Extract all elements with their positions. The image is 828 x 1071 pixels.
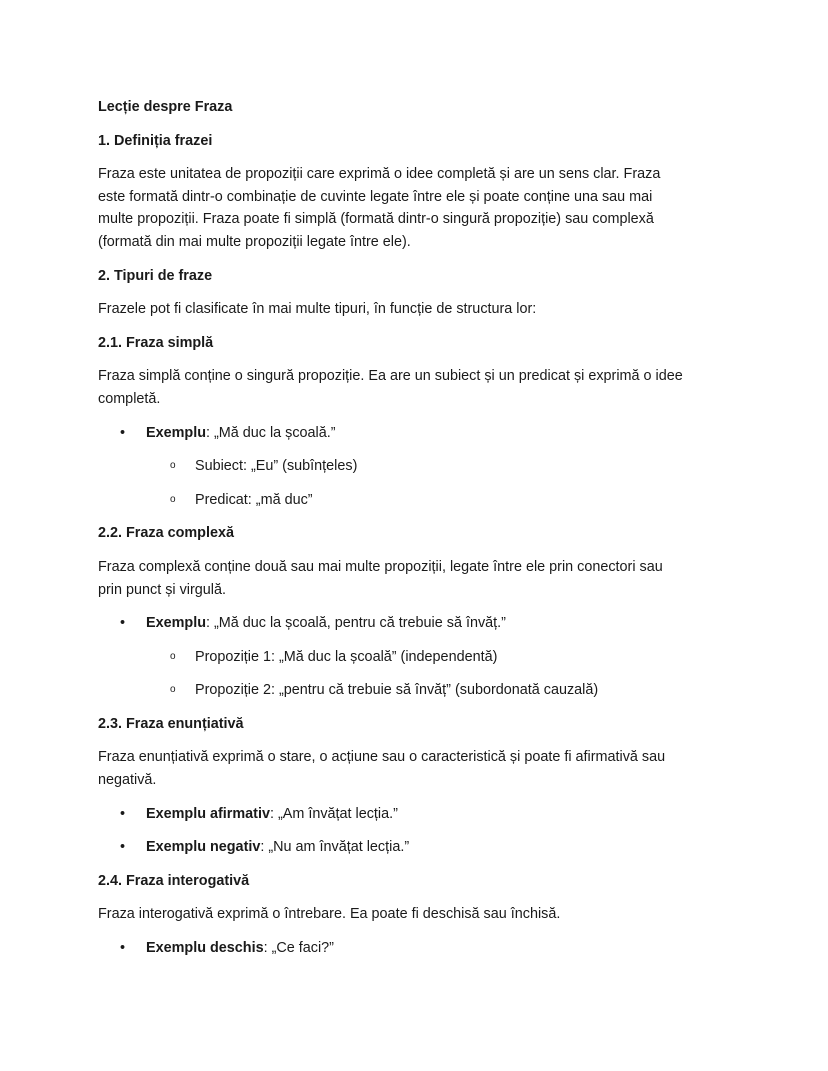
section-1-heading: 1. Definiția frazei — [98, 132, 213, 149]
bullet-icon: • — [120, 615, 126, 632]
paragraph-line: Fraza complexă conține două sau mai multe propoziții, legate între ele prin conectori sau — [98, 558, 663, 575]
list-item — [98, 836, 738, 859]
paragraph-line: Fraza simplă conține o singură propoziție. Ea are un subiect și un predicat și exprimă o idee — [98, 368, 683, 385]
document-body — [98, 96, 738, 960]
document-title: Lecție despre Fraza — [98, 99, 233, 115]
sub-list-item — [98, 455, 738, 478]
list-item — [98, 937, 738, 960]
list-item — [98, 803, 738, 826]
example-text: : „Am învățat lecția.” — [269, 805, 398, 822]
section-2-heading: 2. Tipuri de fraze — [98, 267, 213, 284]
section-2-intro: Frazele pot fi clasificate în mai multe tipuri, în funcție de structura lor: — [98, 301, 537, 318]
example-text: : „Mă duc la școală, pentru că trebuie să învăț.” — [205, 615, 506, 632]
bullet-icon: • — [120, 424, 126, 441]
section-2-3-paragraph — [98, 746, 738, 791]
example-label: Exemplu negativ — [146, 839, 261, 856]
section-2-1-heading: 2.1. Fraza simplă — [98, 334, 214, 351]
paragraph-line: negativă. — [98, 772, 157, 789]
paragraph-line: Fraza este unitatea de propoziții care exprimă o idee completă și are un sens clar. Fraza — [98, 166, 661, 183]
bullet-icon: • — [120, 940, 126, 957]
sub-list-item — [98, 646, 738, 669]
example-text: : „Mă duc la școală.” — [205, 424, 336, 441]
sub-item-text: Subiect: „Eu” (subînțeles) — [195, 458, 358, 475]
sub-list-item — [98, 679, 738, 702]
sub-list-item — [98, 489, 738, 512]
paragraph-line: este formată dintr-o combinație de cuvinte legate între ele și poate conține una sau mai — [98, 188, 653, 205]
example-label: Exemplu — [146, 615, 206, 632]
example-text: : „Ce faci?” — [263, 940, 334, 957]
section-2-2-heading: 2.2. Fraza complexă — [98, 525, 234, 542]
sub-item-text: Propoziție 1: „Mă duc la școală” (independentă) — [195, 648, 498, 665]
list-item — [98, 612, 738, 635]
paragraph-line: Fraza enunțiativă exprimă o stare, o acțiune sau o caracteristică și poate fi afirmativă sau — [98, 749, 666, 766]
circle-bullet-icon: o — [170, 650, 176, 662]
circle-bullet-icon: o — [170, 460, 176, 472]
section-2-4-intro: Fraza interogativă exprimă o întrebare. Ea poate fi deschisă sau închisă. — [98, 906, 561, 923]
section-1-paragraph — [98, 163, 738, 253]
sub-item-text: Predicat: „mă duc” — [195, 491, 313, 508]
section-2-1-paragraph — [98, 365, 738, 410]
section-2-4-heading: 2.4. Fraza interogativă — [98, 872, 250, 889]
section-2-2-paragraph — [98, 556, 738, 601]
circle-bullet-icon: o — [170, 493, 176, 505]
example-label: Exemplu afirmativ — [146, 805, 270, 822]
paragraph-line: prin punct și virgulă. — [98, 581, 226, 598]
bullet-icon: • — [120, 805, 126, 822]
list-item — [98, 422, 738, 445]
example-label: Exemplu — [146, 424, 206, 441]
sub-item-text: Propoziție 2: „pentru că trebuie să învăț” (subordonată cauzală) — [195, 682, 599, 699]
paragraph-line: (formată din mai multe propoziții legate între ele). — [98, 233, 411, 250]
example-text: : „Nu am învățat lecția.” — [260, 839, 410, 856]
circle-bullet-icon: o — [170, 684, 176, 696]
paragraph-line: multe propoziții. Fraza poate fi simplă (formată dintr-o singură propoziție) sau complexă — [98, 211, 654, 228]
paragraph-line: completă. — [98, 390, 161, 407]
bullet-icon: • — [120, 839, 126, 856]
section-2-3-heading: 2.3. Fraza enunțiativă — [98, 715, 244, 732]
example-label: Exemplu deschis — [146, 940, 264, 957]
